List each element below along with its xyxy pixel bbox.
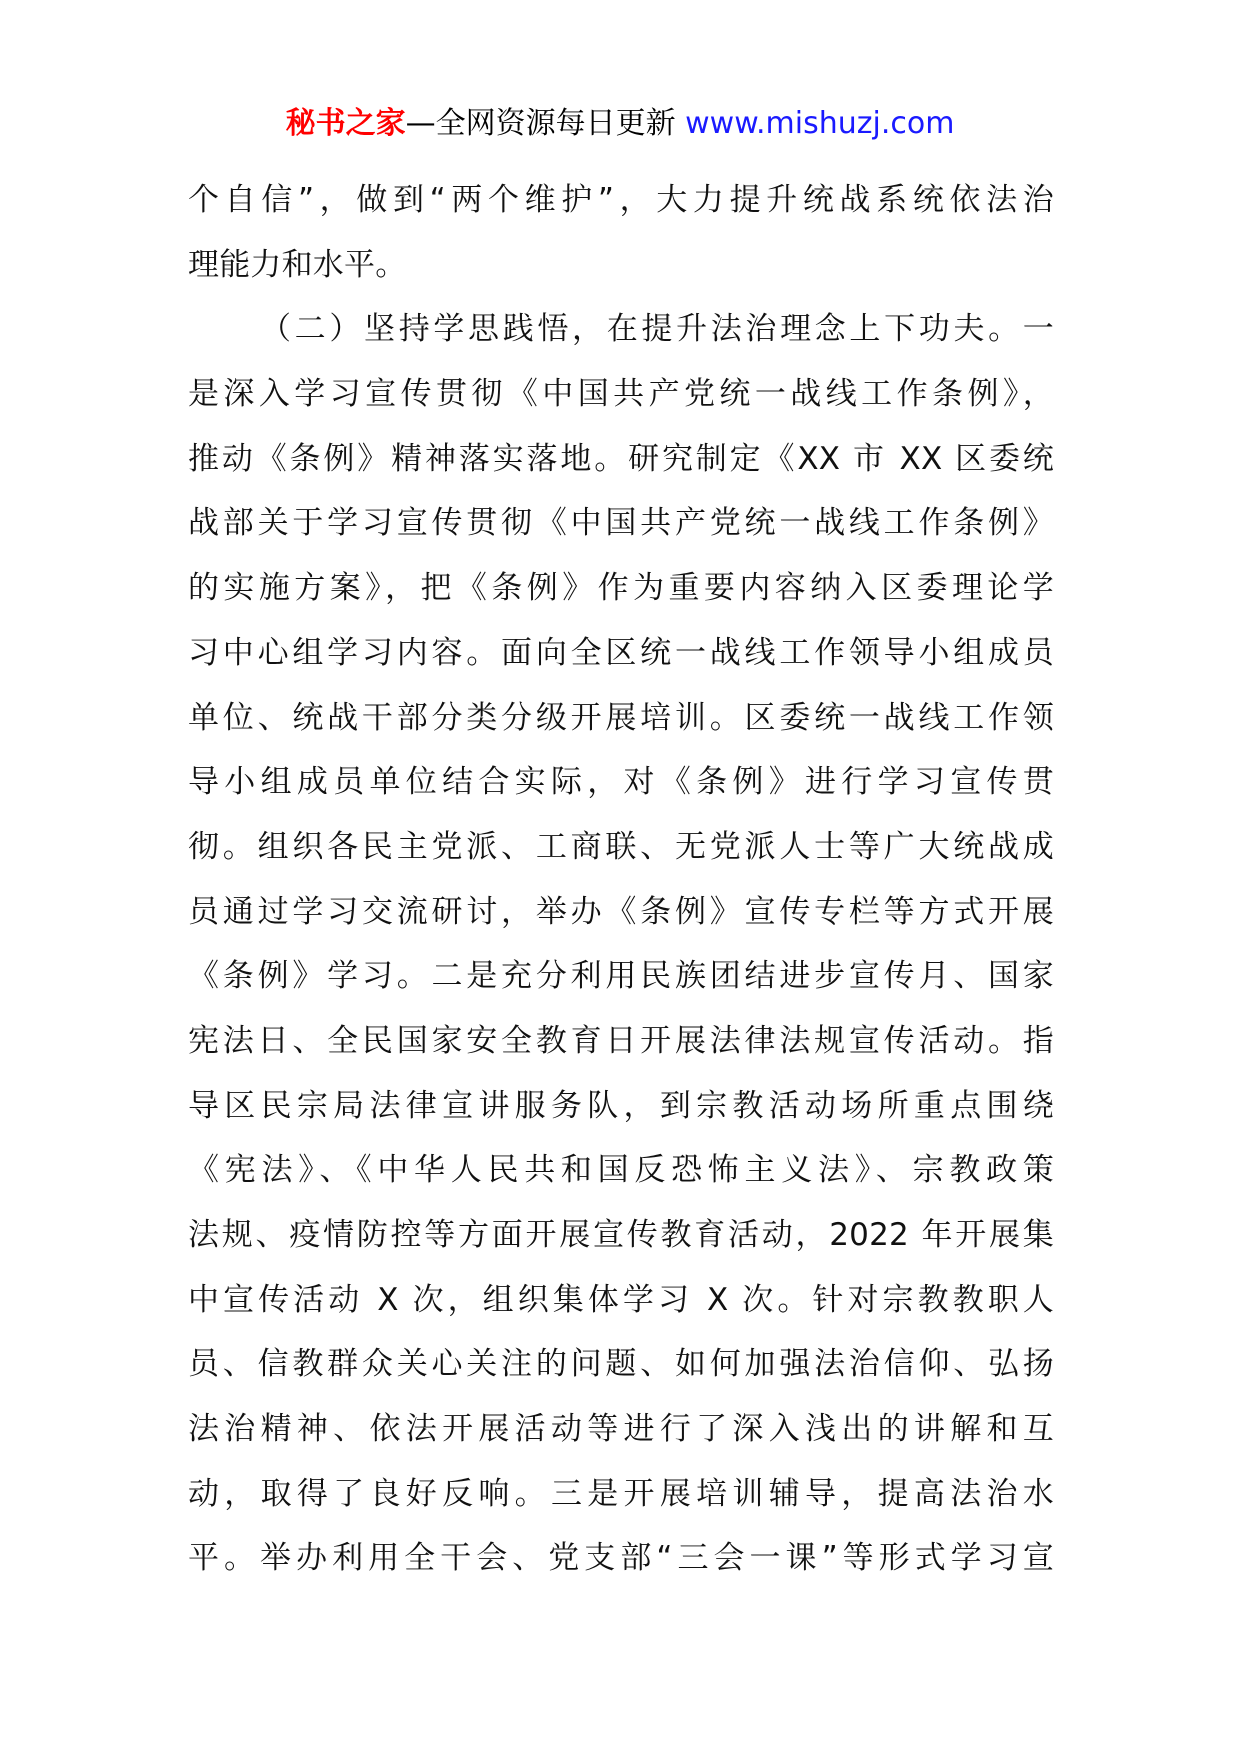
text-line: 员通过学习交流研讨，举办《条例》宣传专栏等方式开展 bbox=[188, 893, 1054, 930]
text-line: 动，取得了良好反响。三是开展培训辅导，提高法治水 bbox=[188, 1475, 1054, 1512]
header-tagline: —全网资源每日更新 bbox=[405, 106, 686, 141]
text-line: 彻。组织各民主党派、工商联、无党派人士等广大统战成 bbox=[188, 828, 1054, 865]
document-body bbox=[188, 168, 1054, 1591]
text-line: 《条例》学习。二是充分利用民族团结进步宣传月、国家 bbox=[188, 958, 1054, 995]
text-line: 导小组成员单位结合实际，对《条例》进行学习宣传贯 bbox=[188, 764, 1054, 801]
section-heading-line: （二）坚持学思践悟，在提升法治理念上下功夫。一 bbox=[260, 311, 1054, 348]
text-line: 是深入学习宣传贯彻《中国共产党统一战线工作条例》， bbox=[188, 376, 1054, 413]
watermark-header bbox=[0, 104, 1240, 144]
text-line: 员、信教群众关心关注的问题、如何加强法治信仰、弘扬 bbox=[188, 1346, 1054, 1383]
text-line: 单位、统战干部分类分级开展培训。区委统一战线工作领 bbox=[188, 699, 1054, 736]
text-line: 的实施方案》，把《条例》作为重要内容纳入区委理论学 bbox=[188, 570, 1054, 607]
text-line: 中宣传活动 X 次，组织集体学习 X 次。针对宗教教职人 bbox=[188, 1281, 1054, 1318]
text-line: 理能力和水平。 bbox=[188, 246, 407, 283]
text-line: 法规、疫情防控等方面开展宣传教育活动，2022 年开展集 bbox=[188, 1217, 1054, 1253]
brand-name: 秘书之家 bbox=[285, 106, 406, 141]
text-line: 导区民宗局法律宣讲服务队，到宗教活动场所重点围绕 bbox=[188, 1087, 1054, 1124]
text-line: 推动《条例》精神落实落地。研究制定《XX 市 XX 区委统 bbox=[188, 440, 1054, 477]
text-line: 战部关于学习宣传贯彻《中国共产党统一战线工作条例》 bbox=[188, 505, 1054, 542]
text-line: 个自信”，做到“两个维护”，大力提升统战系统依法治 bbox=[188, 182, 1054, 218]
text-line: 《宪法》、《中华人民共和国反恐怖主义法》、宗教政策 bbox=[188, 1152, 1054, 1189]
text-line: 平。举办利用全干会、党支部“三会一课”等形式学习宣 bbox=[188, 1540, 1054, 1577]
text-line: 习中心组学习内容。面向全区统一战线工作领导小组成员 bbox=[188, 634, 1054, 671]
text-line: 宪法日、全民国家安全教育日开展法律法规宣传活动。指 bbox=[188, 1022, 1054, 1059]
text-line: 法治精神、依法开展活动等进行了深入浅出的讲解和互 bbox=[188, 1411, 1054, 1448]
website-url: www.mishuzj.com bbox=[685, 106, 955, 141]
